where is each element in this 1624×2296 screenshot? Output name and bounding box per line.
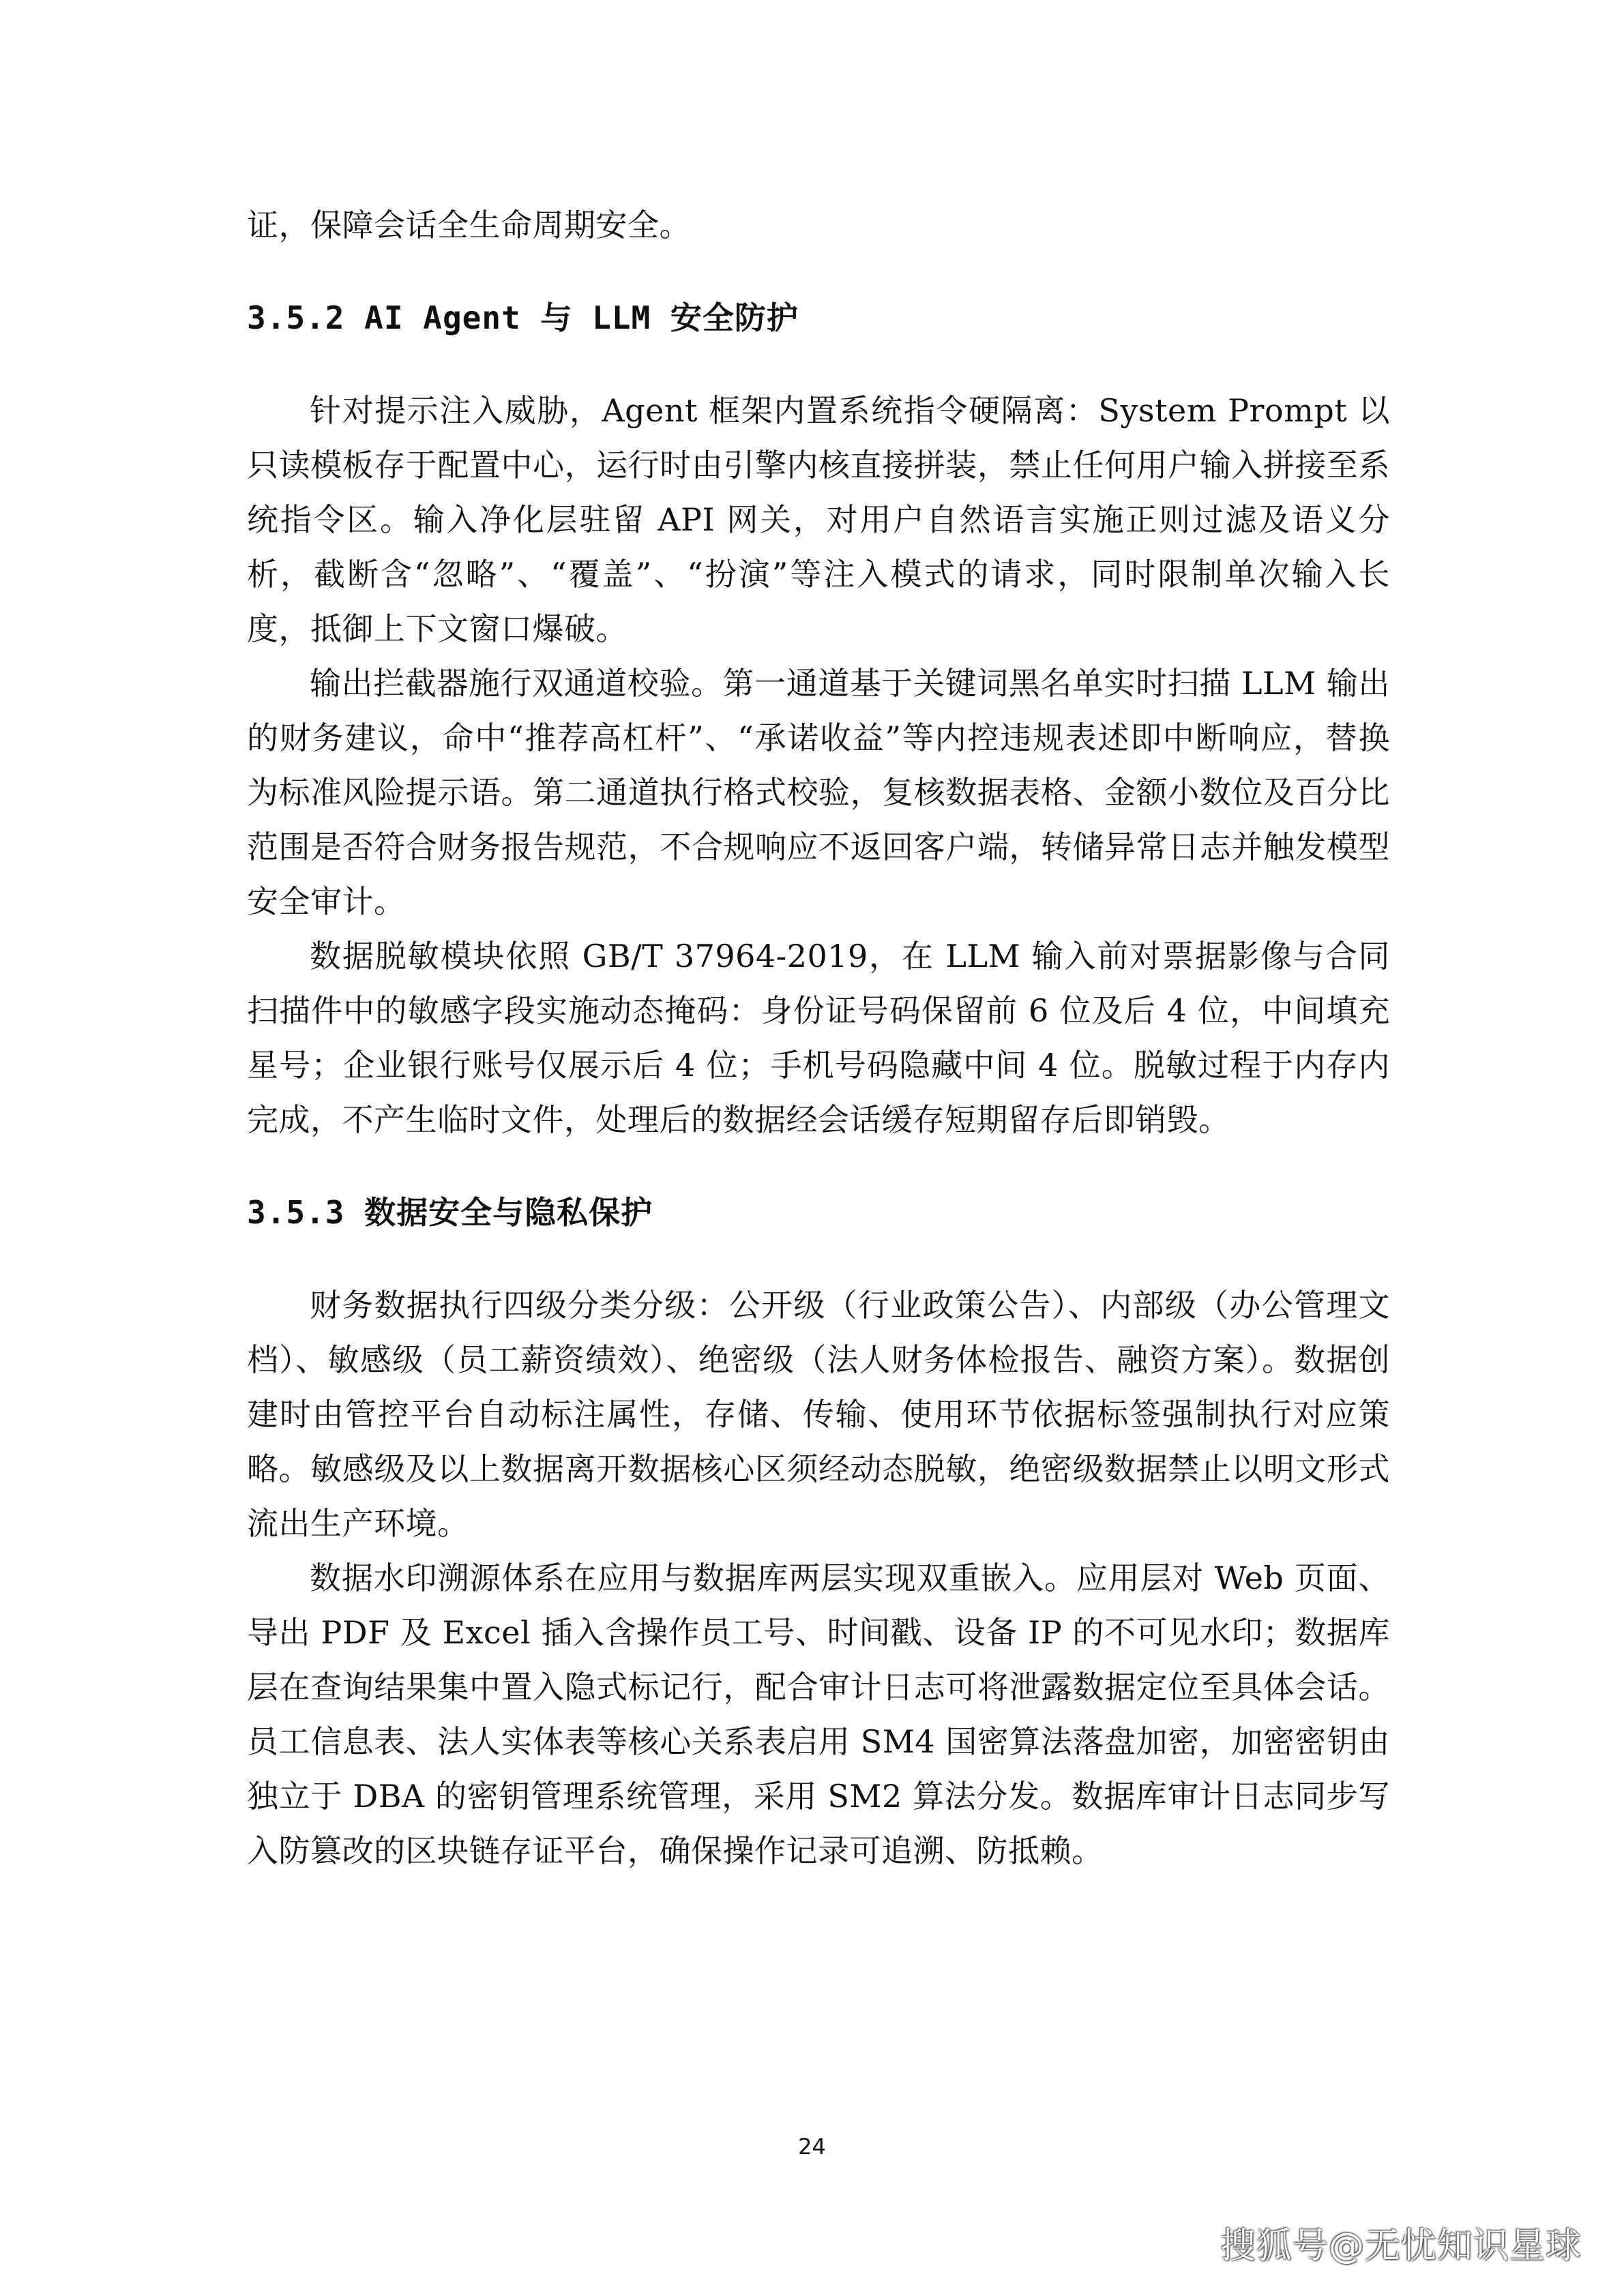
page-content: [247, 198, 1390, 1878]
paragraph-data-classification: 财务数据执行四级分类分级：公开级（行业政策公告）、内部级（办公管理文档）、敏感级（员工薪资绩效）、绝密级（法人财务体检报告、融资方案）。数据创建时由管控平台自动标注属性，存储、传输、使用环节依据标签强制执行对应策略。敏感级及以上数据离开数据核心区须经动态脱敏，绝密级数据禁止以明文形式流出生产环境。: [247, 1287, 1390, 1542]
paragraph-watermark-tracing: 数据水印溯源体系在应用与数据库两层实现双重嵌入。应用层对 Web 页面、导出 PDF 及 Excel 插入含操作员工号、时间戳、设备 IP 的不可见水印；数据库层在查询结果集中置入隐式标记行，配合审计日志可将泄露数据定位至具体会话。员工信息表、法人实体表等核心关系表启用 SM4 国密算法落盘加密，加密密钥由独立于 DBA 的密钥管理系统管理，采用 SM2 算法分发。数据库审计日志同步写入防篡改的区块链存证平台，确保操作记录可追溯、防抵赖。: [247, 1560, 1390, 1869]
section-heading-3-5-2: 3.5.2 AI Agent 与 LLM 安全防护: [247, 299, 799, 336]
source-watermark: 搜狐号@无忧知识星球: [1220, 2226, 1582, 2267]
paragraph-prompt-injection: 针对提示注入威胁，Agent 框架内置系统指令硬隔离：System Prompt 以只读模板存于配置中心，运行时由引擎内核直接拼装，禁止任何用户输入拼接至系统指令区。输入净化层驻留 API 网关，对用户自然语言实施正则过滤及语义分析，截断含“忽略”、“覆盖”、“扮演”等注入模式的请求，同时限制单次输入长度，抵御上下文窗口爆破。: [247, 392, 1390, 647]
intro-tail-paragraph: 证，保障会话全生命周期安全。: [247, 207, 691, 243]
paragraph-output-interceptor: 输出拦截器施行双通道校验。第一通道基于关键词黑名单实时扫描 LLM 输出的财务建议，命中“推荐高杠杆”、“承诺收益”等内控违规表述即中断响应，替换为标准风险提示语。第二通道执行格式校验，复核数据表格、金额小数位及百分比范围是否符合财务报告规范，不合规响应不返回客户端，转储异常日志并触发模型安全审计。: [247, 665, 1390, 920]
page-number: 24: [798, 2134, 826, 2160]
paragraph-data-masking: 数据脱敏模块依照 GB/T 37964-2019，在 LLM 输入前对票据影像与合同扫描件中的敏感字段实施动态掩码：身份证号码保留前 6 位及后 4 位，中间填充星号；企业银行账号仅展示后 4 位；手机号码隐藏中间 4 位。脱敏过程于内存内完成，不产生临时文件，处理后的数据经会话缓存短期留存后即销毁。: [247, 938, 1390, 1138]
section-heading-3-5-3: 3.5.3 数据安全与隐私保护: [247, 1194, 653, 1231]
